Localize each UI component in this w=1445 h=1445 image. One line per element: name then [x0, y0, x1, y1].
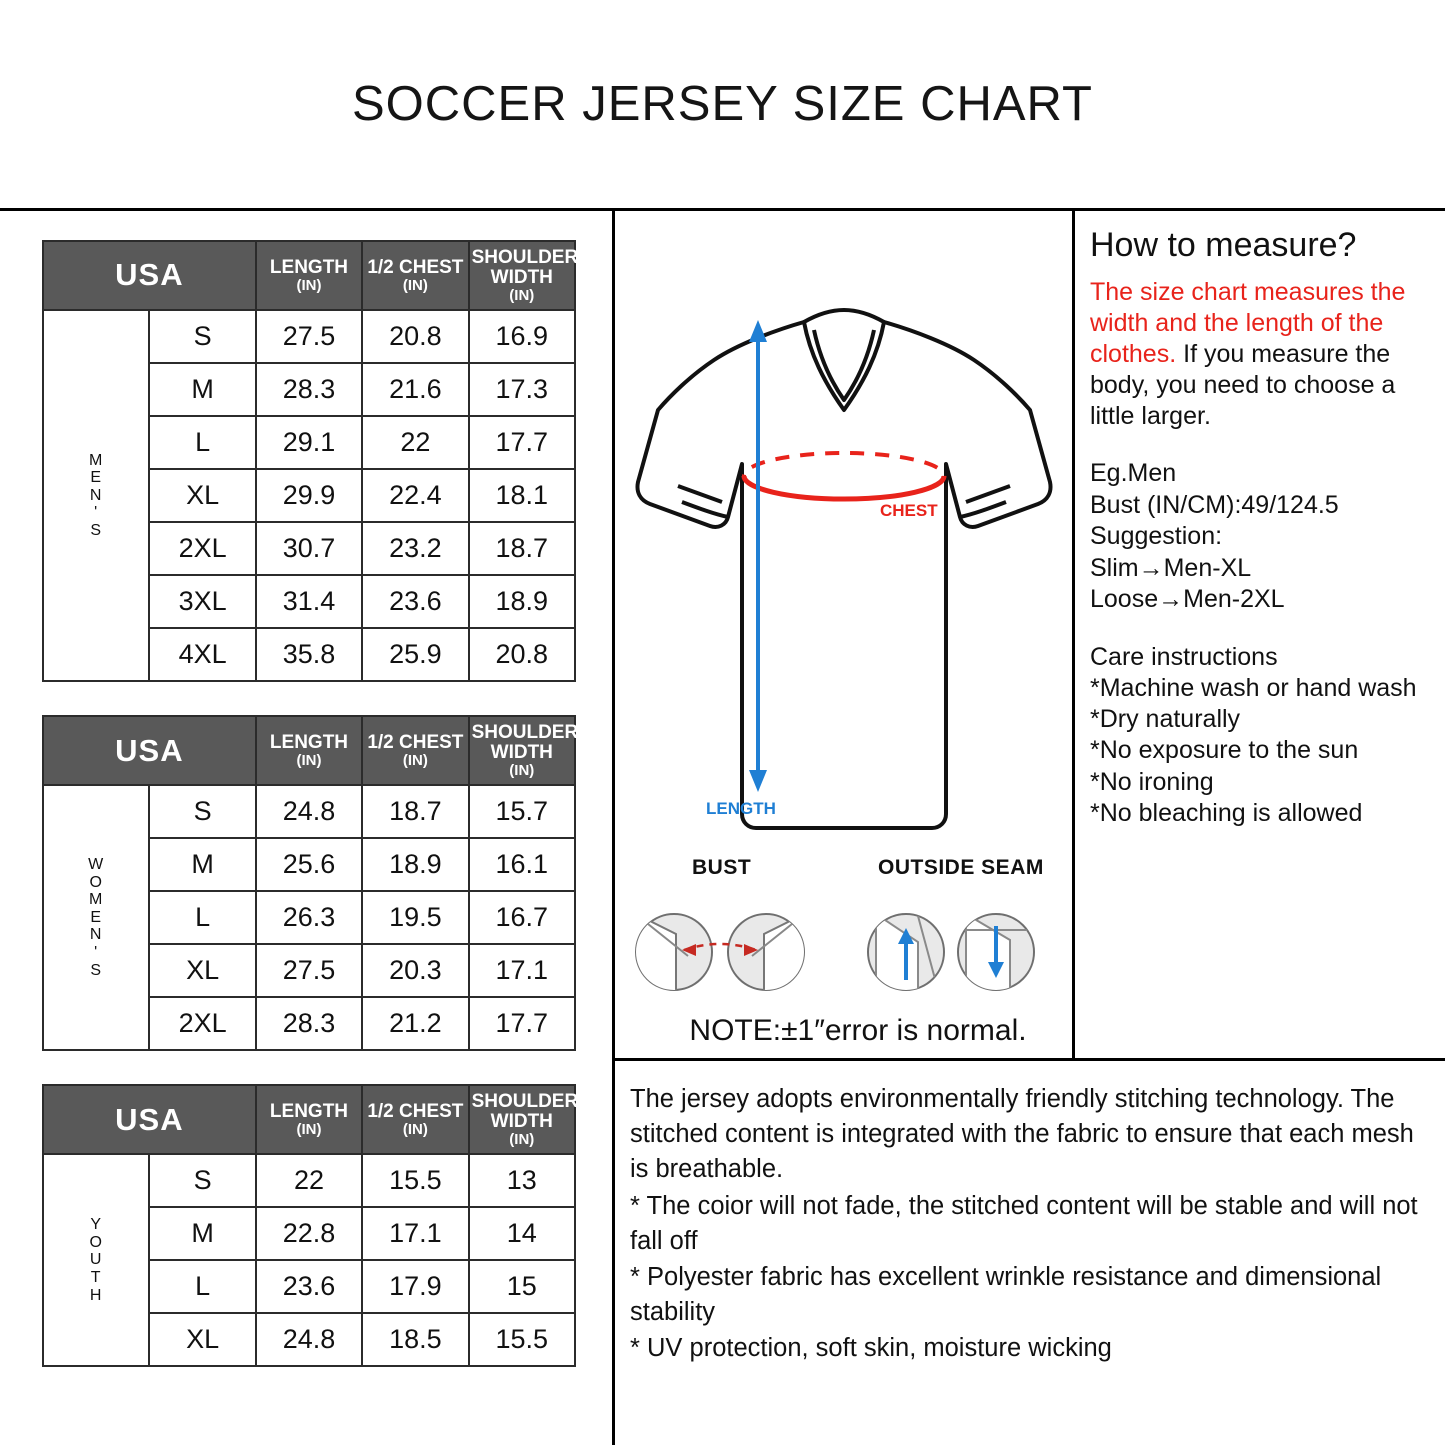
cell-size: S	[149, 785, 255, 838]
cell-length: 29.1	[256, 416, 362, 469]
eg-line: Loose→Men-2XL	[1090, 585, 1285, 613]
cell-chest: 17.1	[362, 1207, 468, 1260]
womens-header-length	[256, 716, 362, 785]
cell-chest: 18.9	[362, 838, 468, 891]
cell-length: 26.3	[256, 891, 362, 944]
cat-l6: '	[94, 944, 99, 962]
cell-shoulder: 17.3	[469, 363, 575, 416]
cell-length: 35.8	[256, 628, 362, 681]
cat-l1: W	[88, 856, 105, 874]
cell-length: 30.7	[256, 522, 362, 575]
cell-shoulder: 15.7	[469, 785, 575, 838]
womens-header-usa: USA	[43, 716, 256, 785]
red-sentence: The size chart measures the width and the length of the clothes.	[1090, 278, 1406, 368]
diagram-column	[618, 214, 1070, 1060]
cat-l2: E	[90, 469, 103, 487]
fabric-paragraph: * UV protection, soft skin, moisture wicking	[630, 1334, 1112, 1363]
care-line: *No exposure to the sun	[1090, 736, 1359, 765]
cell-chest: 17.9	[362, 1260, 468, 1313]
womens-header-shoulder-text: SHOULDER WIDTH	[471, 722, 579, 763]
cell-length: 28.3	[256, 363, 362, 416]
title-bar	[0, 0, 1445, 208]
cell-shoulder: 17.1	[469, 944, 575, 997]
womens-header-chest-unit: (IN)	[402, 751, 428, 769]
cat-l4: E	[90, 908, 103, 926]
womens-header-length-unit: (IN)	[296, 751, 322, 769]
youth-category-label	[43, 1154, 149, 1366]
cell-chest: 21.2	[362, 997, 468, 1050]
mens-header-shoulder-text: SHOULDER WIDTH	[471, 247, 579, 288]
table-row	[43, 785, 575, 838]
eg-line: Suggestion:	[1090, 522, 1223, 550]
womens-header-chest	[362, 716, 468, 785]
cell-shoulder: 18.7	[469, 522, 575, 575]
youth-size-table	[42, 1084, 579, 1367]
care-line: Care instructions	[1090, 642, 1278, 671]
youth-header-length	[256, 1085, 362, 1154]
spacer	[1090, 616, 1420, 642]
youth-table-head	[43, 1085, 579, 1154]
cell-length: 24.8	[256, 1313, 362, 1366]
mens-header-usa: USA	[43, 241, 256, 310]
cell-shoulder: 15.5	[469, 1313, 575, 1366]
table-gap	[42, 682, 576, 715]
mens-header-length	[256, 241, 362, 310]
youth-header-usa: USA	[43, 1085, 256, 1154]
cell-chest: 25.9	[362, 628, 468, 681]
cell-size: S	[149, 1154, 255, 1207]
cell-size: XL	[149, 1313, 255, 1366]
cell-chest: 21.6	[362, 363, 468, 416]
cell-size: M	[149, 363, 255, 416]
mens-header-length-text: LENGTH	[269, 256, 349, 278]
divider-right-col	[1072, 208, 1075, 1060]
womens-header-shoulder-unit: (IN)	[509, 761, 535, 779]
cell-shoulder: 16.1	[469, 838, 575, 891]
eg-line: Eg.Men	[1090, 459, 1177, 487]
cat-l3: N	[89, 486, 103, 504]
womens-table-body	[43, 785, 575, 1050]
cell-size: 2XL	[149, 522, 255, 575]
mens-table-head	[43, 241, 579, 310]
youth-table-body	[43, 1154, 575, 1366]
example-block	[1090, 458, 1420, 616]
bust-label: BUST	[692, 856, 752, 879]
care-instructions-block	[1090, 642, 1420, 830]
womens-header-chest-text: 1/2 CHEST	[367, 731, 464, 753]
cell-length: 24.8	[256, 785, 362, 838]
mens-header-chest	[362, 241, 468, 310]
table-row	[43, 1154, 575, 1207]
womens-size-table	[42, 715, 579, 1051]
cat-l7: S	[90, 961, 103, 979]
cat-l5: H	[89, 1286, 103, 1304]
chest-label: CHEST	[880, 501, 938, 520]
care-line: *No bleaching is allowed	[1090, 798, 1363, 827]
length-label: LENGTH	[706, 799, 776, 818]
spacer	[1090, 432, 1420, 458]
table-row	[43, 310, 575, 363]
cell-size: XL	[149, 944, 255, 997]
cell-chest: 23.2	[362, 522, 468, 575]
cell-size: M	[149, 1207, 255, 1260]
cell-shoulder: 13	[469, 1154, 575, 1207]
cell-shoulder: 16.7	[469, 891, 575, 944]
cat-l4: '	[94, 504, 99, 522]
cell-chest: 20.3	[362, 944, 468, 997]
care-line: *Machine wash or hand wash	[1090, 673, 1417, 702]
cell-size: 2XL	[149, 997, 255, 1050]
womens-header-shoulder	[469, 716, 579, 785]
tables-column	[42, 240, 579, 1367]
cell-size: XL	[149, 469, 255, 522]
youth-header-length-unit: (IN)	[296, 1120, 322, 1138]
outside-seam-label: OUTSIDE SEAM	[878, 856, 1044, 879]
cell-shoulder: 20.8	[469, 628, 575, 681]
womens-header-length-text: LENGTH	[269, 731, 349, 753]
cell-chest: 22.4	[362, 469, 468, 522]
fabric-description	[630, 1082, 1420, 1368]
fabric-paragraph: * The coior will not fade, the stitched content will be stable and will not fall off	[630, 1191, 1418, 1255]
how-to-measure-text	[1090, 277, 1420, 432]
how-to-measure-heading: How to measure?	[1090, 226, 1357, 264]
cell-size: L	[149, 891, 255, 944]
cat-l1: M	[89, 451, 104, 469]
cell-length: 29.9	[256, 469, 362, 522]
mens-size-table	[42, 240, 579, 682]
fabric-paragraph: The jersey adopts environmentally friendly stitching technology. The stitched content is integrated with the fabric to ensure that each mesh is breathable.	[630, 1085, 1414, 1184]
cell-size: 3XL	[149, 575, 255, 628]
youth-header-chest-text: 1/2 CHEST	[367, 1101, 464, 1123]
cell-shoulder: 15	[469, 1260, 575, 1313]
youth-header-shoulder-text: SHOULDER WIDTH	[471, 1091, 579, 1132]
fabric-paragraph: * Polyester fabric has excellent wrinkle resistance and dimensional stability	[630, 1262, 1382, 1327]
how-to-measure-column	[1090, 226, 1420, 829]
cell-chest: 22	[362, 416, 468, 469]
care-line: *Dry naturally	[1090, 705, 1241, 733]
cat-l2: O	[89, 1233, 103, 1251]
measurement-note: NOTE:±1″error is normal.	[689, 1014, 1027, 1047]
cell-length: 27.5	[256, 310, 362, 363]
mens-header-length-unit: (IN)	[296, 276, 322, 294]
cell-size: L	[149, 416, 255, 469]
care-line: *No ironing	[1090, 767, 1214, 796]
divider-top	[0, 208, 1445, 211]
cell-length: 23.6	[256, 1260, 362, 1313]
cat-l3: M	[89, 891, 104, 909]
youth-header-chest	[362, 1085, 468, 1154]
youth-header-shoulder-unit: (IN)	[509, 1130, 535, 1148]
cell-chest: 18.7	[362, 785, 468, 838]
cell-shoulder: 18.1	[469, 469, 575, 522]
cell-chest: 23.6	[362, 575, 468, 628]
black-sentence: If you measure the body, you need to choose a little larger.	[1090, 340, 1396, 430]
cat-l4: T	[90, 1269, 102, 1287]
cell-length: 22	[256, 1154, 362, 1207]
cell-chest: 18.5	[362, 1313, 468, 1366]
cell-shoulder: 17.7	[469, 416, 575, 469]
cell-length: 25.6	[256, 838, 362, 891]
cat-l5: N	[89, 926, 103, 944]
length-arrow-head-top	[749, 320, 767, 342]
cell-size: L	[149, 1260, 255, 1313]
cell-chest: 20.8	[362, 310, 468, 363]
cell-shoulder: 18.9	[469, 575, 575, 628]
cell-length: 28.3	[256, 997, 362, 1050]
womens-category-label	[43, 785, 149, 1050]
cell-length: 31.4	[256, 575, 362, 628]
cell-shoulder: 17.7	[469, 997, 575, 1050]
youth-header-chest-unit: (IN)	[402, 1120, 428, 1138]
eg-line: Bust (IN/CM):49/124.5	[1090, 490, 1339, 519]
mens-table-body	[43, 310, 575, 681]
jersey-illustration	[618, 214, 1070, 854]
youth-header-shoulder	[469, 1085, 579, 1154]
cell-length: 22.8	[256, 1207, 362, 1260]
cell-size: M	[149, 838, 255, 891]
cell-shoulder: 14	[469, 1207, 575, 1260]
eg-line: Slim→Men-XL	[1090, 553, 1252, 582]
cell-chest: 15.5	[362, 1154, 468, 1207]
youth-header-length-text: LENGTH	[269, 1101, 349, 1123]
cell-length: 27.5	[256, 944, 362, 997]
mens-category-label	[43, 310, 149, 681]
mens-header-chest-text: 1/2 CHEST	[367, 256, 464, 278]
mens-header-shoulder-unit: (IN)	[509, 286, 535, 304]
cat-l5: S	[90, 521, 103, 539]
cat-l2: O	[89, 873, 103, 891]
table-gap	[42, 1051, 576, 1084]
mens-header-shoulder	[469, 241, 579, 310]
page-title: SOCCER JERSEY SIZE CHART	[351, 77, 1093, 131]
cell-size: 4XL	[149, 628, 255, 681]
cell-chest: 19.5	[362, 891, 468, 944]
mens-header-chest-unit: (IN)	[402, 276, 428, 294]
jersey-diagram	[618, 214, 1070, 854]
cell-size: S	[149, 310, 255, 363]
divider-left-col	[612, 208, 615, 1445]
womens-table-head	[43, 716, 579, 785]
cell-shoulder: 16.9	[469, 310, 575, 363]
cat-l3: U	[89, 1251, 103, 1269]
measure-icons-svg	[618, 894, 1070, 1014]
cat-l1: Y	[90, 1216, 103, 1234]
